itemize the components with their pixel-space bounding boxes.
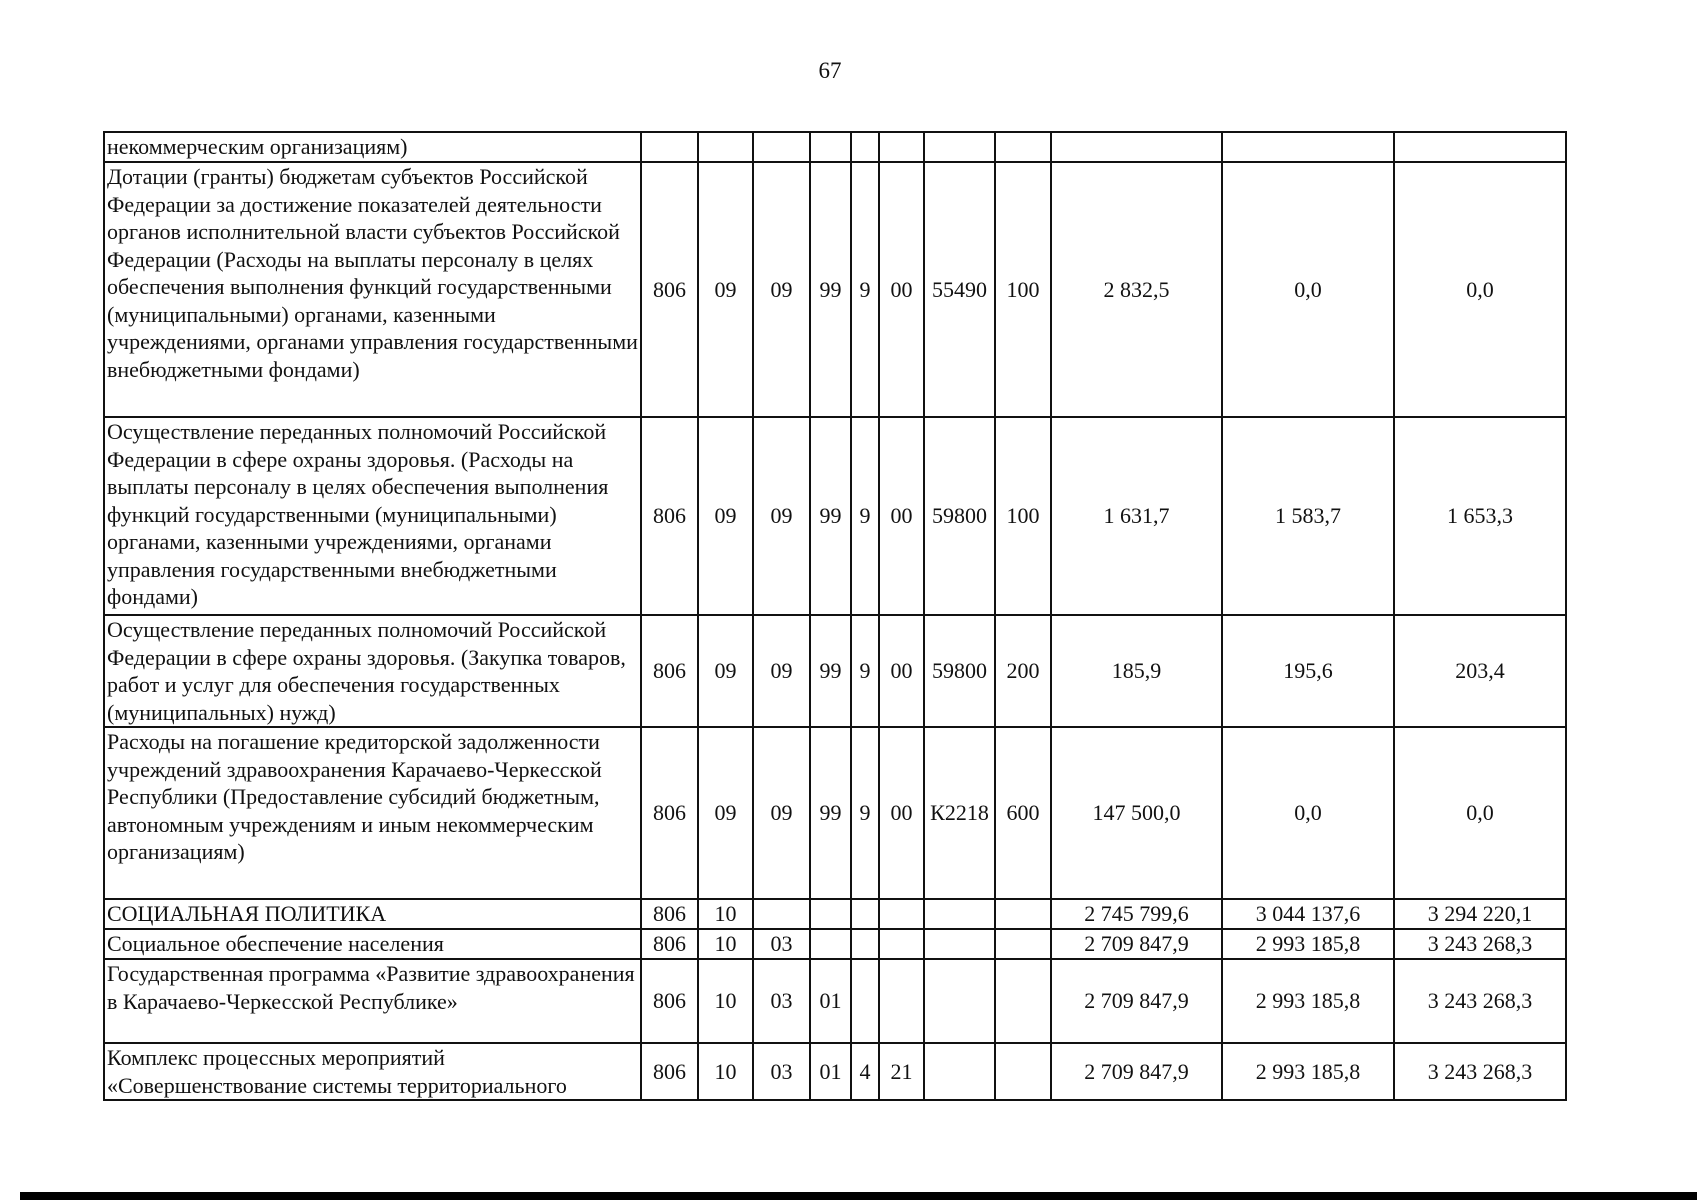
code-cell: 09	[753, 417, 810, 615]
amount-cell: 2 745 799,6	[1051, 899, 1222, 929]
amount-cell: 1 631,7	[1051, 417, 1222, 615]
code-cell	[995, 959, 1051, 1043]
code-cell: 99	[810, 162, 851, 417]
code-cell	[810, 929, 851, 959]
code-cell: 09	[698, 615, 753, 727]
code-cell	[851, 929, 879, 959]
amount-cell: 3 044 137,6	[1222, 899, 1394, 929]
code-cell: 9	[851, 417, 879, 615]
amount-cell	[1394, 132, 1566, 162]
code-cell	[698, 132, 753, 162]
amount-cell: 2 832,5	[1051, 162, 1222, 417]
code-cell: 59800	[924, 417, 995, 615]
row-description: Социальное обеспечение населения	[104, 929, 641, 959]
amount-cell: 2 709 847,9	[1051, 959, 1222, 1043]
code-cell	[995, 899, 1051, 929]
table-row	[104, 615, 1566, 727]
code-cell: 806	[641, 727, 698, 899]
code-cell	[641, 132, 698, 162]
code-cell	[924, 899, 995, 929]
code-cell: 01	[810, 959, 851, 1043]
amount-cell: 195,6	[1222, 615, 1394, 727]
table-row	[104, 1043, 1566, 1100]
code-cell	[924, 959, 995, 1043]
code-cell	[924, 132, 995, 162]
code-cell: 806	[641, 899, 698, 929]
amount-cell: 0,0	[1222, 162, 1394, 417]
row-description: Дотации (гранты) бюджетам субъектов Российской Федерации за достижение показателей деятельности органов исполнительной власти субъектов Российской Федерации (Расходы на выплаты персоналу в целях обеспечения выполнения функций государственными (муниципальными) органами, казенными учреждениями, органами управления государственными внебюджетными фондами)	[104, 162, 641, 417]
row-description: Комплекс процессных мероприятий «Совершенствование системы территориального	[104, 1043, 641, 1100]
code-cell	[879, 132, 924, 162]
code-cell: 806	[641, 1043, 698, 1100]
table-row	[104, 727, 1566, 899]
amount-cell: 147 500,0	[1051, 727, 1222, 899]
code-cell: 100	[995, 162, 1051, 417]
code-cell: 03	[753, 929, 810, 959]
code-cell: К2218	[924, 727, 995, 899]
code-cell: 9	[851, 727, 879, 899]
table-row	[104, 162, 1566, 417]
code-cell: 09	[753, 615, 810, 727]
code-cell	[753, 899, 810, 929]
row-description: Осуществление переданных полномочий Российской Федерации в сфере охраны здоровья. (Расходы на выплаты персоналу в целях обеспечения выполнения функций государственными (муниципальными) органами, казенными учреждениями, органами управления государственными внебюджетными фондами)	[104, 417, 641, 615]
amount-cell	[1051, 132, 1222, 162]
table-row	[104, 959, 1566, 1043]
amount-cell: 0,0	[1222, 727, 1394, 899]
code-cell	[995, 1043, 1051, 1100]
code-cell: 03	[753, 959, 810, 1043]
code-cell: 806	[641, 162, 698, 417]
code-cell: 01	[810, 1043, 851, 1100]
code-cell	[879, 959, 924, 1043]
amount-cell: 2 993 185,8	[1222, 959, 1394, 1043]
amount-cell: 3 243 268,3	[1394, 1043, 1566, 1100]
code-cell: 00	[879, 417, 924, 615]
budget-table	[103, 131, 1567, 1101]
code-cell: 00	[879, 615, 924, 727]
amount-cell: 2 993 185,8	[1222, 929, 1394, 959]
code-cell: 09	[753, 162, 810, 417]
code-cell: 55490	[924, 162, 995, 417]
code-cell: 21	[879, 1043, 924, 1100]
row-description: Осуществление переданных полномочий Российской Федерации в сфере охраны здоровья. (Закупка товаров, работ и услуг для обеспечения государственных (муниципальных) нужд)	[104, 615, 641, 727]
amount-cell: 3 243 268,3	[1394, 959, 1566, 1043]
amount-cell: 0,0	[1394, 162, 1566, 417]
code-cell	[810, 899, 851, 929]
code-cell: 03	[753, 1043, 810, 1100]
code-cell: 99	[810, 727, 851, 899]
code-cell: 600	[995, 727, 1051, 899]
code-cell	[879, 929, 924, 959]
amount-cell: 2 709 847,9	[1051, 929, 1222, 959]
code-cell: 10	[698, 899, 753, 929]
code-cell	[995, 132, 1051, 162]
code-cell: 10	[698, 959, 753, 1043]
code-cell: 806	[641, 615, 698, 727]
code-cell: 00	[879, 727, 924, 899]
code-cell: 59800	[924, 615, 995, 727]
code-cell	[851, 959, 879, 1043]
code-cell: 09	[753, 727, 810, 899]
amount-cell: 2 709 847,9	[1051, 1043, 1222, 1100]
table-row	[104, 132, 1566, 162]
code-cell	[810, 132, 851, 162]
amount-cell: 3 243 268,3	[1394, 929, 1566, 959]
code-cell: 99	[810, 615, 851, 727]
table-row	[104, 929, 1566, 959]
row-description: Государственная программа «Развитие здравоохранения в Карачаево-Черкесской Республике»	[104, 959, 641, 1043]
table-row	[104, 417, 1566, 615]
code-cell	[924, 1043, 995, 1100]
code-cell: 09	[698, 162, 753, 417]
code-cell: 200	[995, 615, 1051, 727]
code-cell	[924, 929, 995, 959]
code-cell	[851, 899, 879, 929]
code-cell: 99	[810, 417, 851, 615]
code-cell	[995, 929, 1051, 959]
code-cell: 9	[851, 615, 879, 727]
code-cell	[879, 899, 924, 929]
code-cell: 4	[851, 1043, 879, 1100]
code-cell: 10	[698, 929, 753, 959]
page-number: 67	[818, 58, 842, 83]
row-description: Расходы на погашение кредиторской задолженности учреждений здравоохранения Карачаево-Черкесской Республики (Предоставление субсидий бюджетным, автономным учреждениям и иным некоммерческим организациям)	[104, 727, 641, 899]
amount-cell: 185,9	[1051, 615, 1222, 727]
code-cell: 09	[698, 727, 753, 899]
code-cell: 9	[851, 162, 879, 417]
amount-cell: 1 653,3	[1394, 417, 1566, 615]
table-row	[104, 899, 1566, 929]
row-description: СОЦИАЛЬНАЯ ПОЛИТИКА	[104, 899, 641, 929]
amount-cell: 1 583,7	[1222, 417, 1394, 615]
code-cell: 806	[641, 417, 698, 615]
code-cell: 09	[698, 417, 753, 615]
amount-cell: 203,4	[1394, 615, 1566, 727]
code-cell: 806	[641, 959, 698, 1043]
row-description: некоммерческим организациям)	[104, 132, 641, 162]
code-cell: 10	[698, 1043, 753, 1100]
code-cell	[851, 132, 879, 162]
amount-cell	[1222, 132, 1394, 162]
code-cell: 00	[879, 162, 924, 417]
amount-cell: 2 993 185,8	[1222, 1043, 1394, 1100]
code-cell	[753, 132, 810, 162]
amount-cell: 0,0	[1394, 727, 1566, 899]
scan-edge-bar	[20, 1192, 1697, 1200]
code-cell: 806	[641, 929, 698, 959]
amount-cell: 3 294 220,1	[1394, 899, 1566, 929]
code-cell: 100	[995, 417, 1051, 615]
